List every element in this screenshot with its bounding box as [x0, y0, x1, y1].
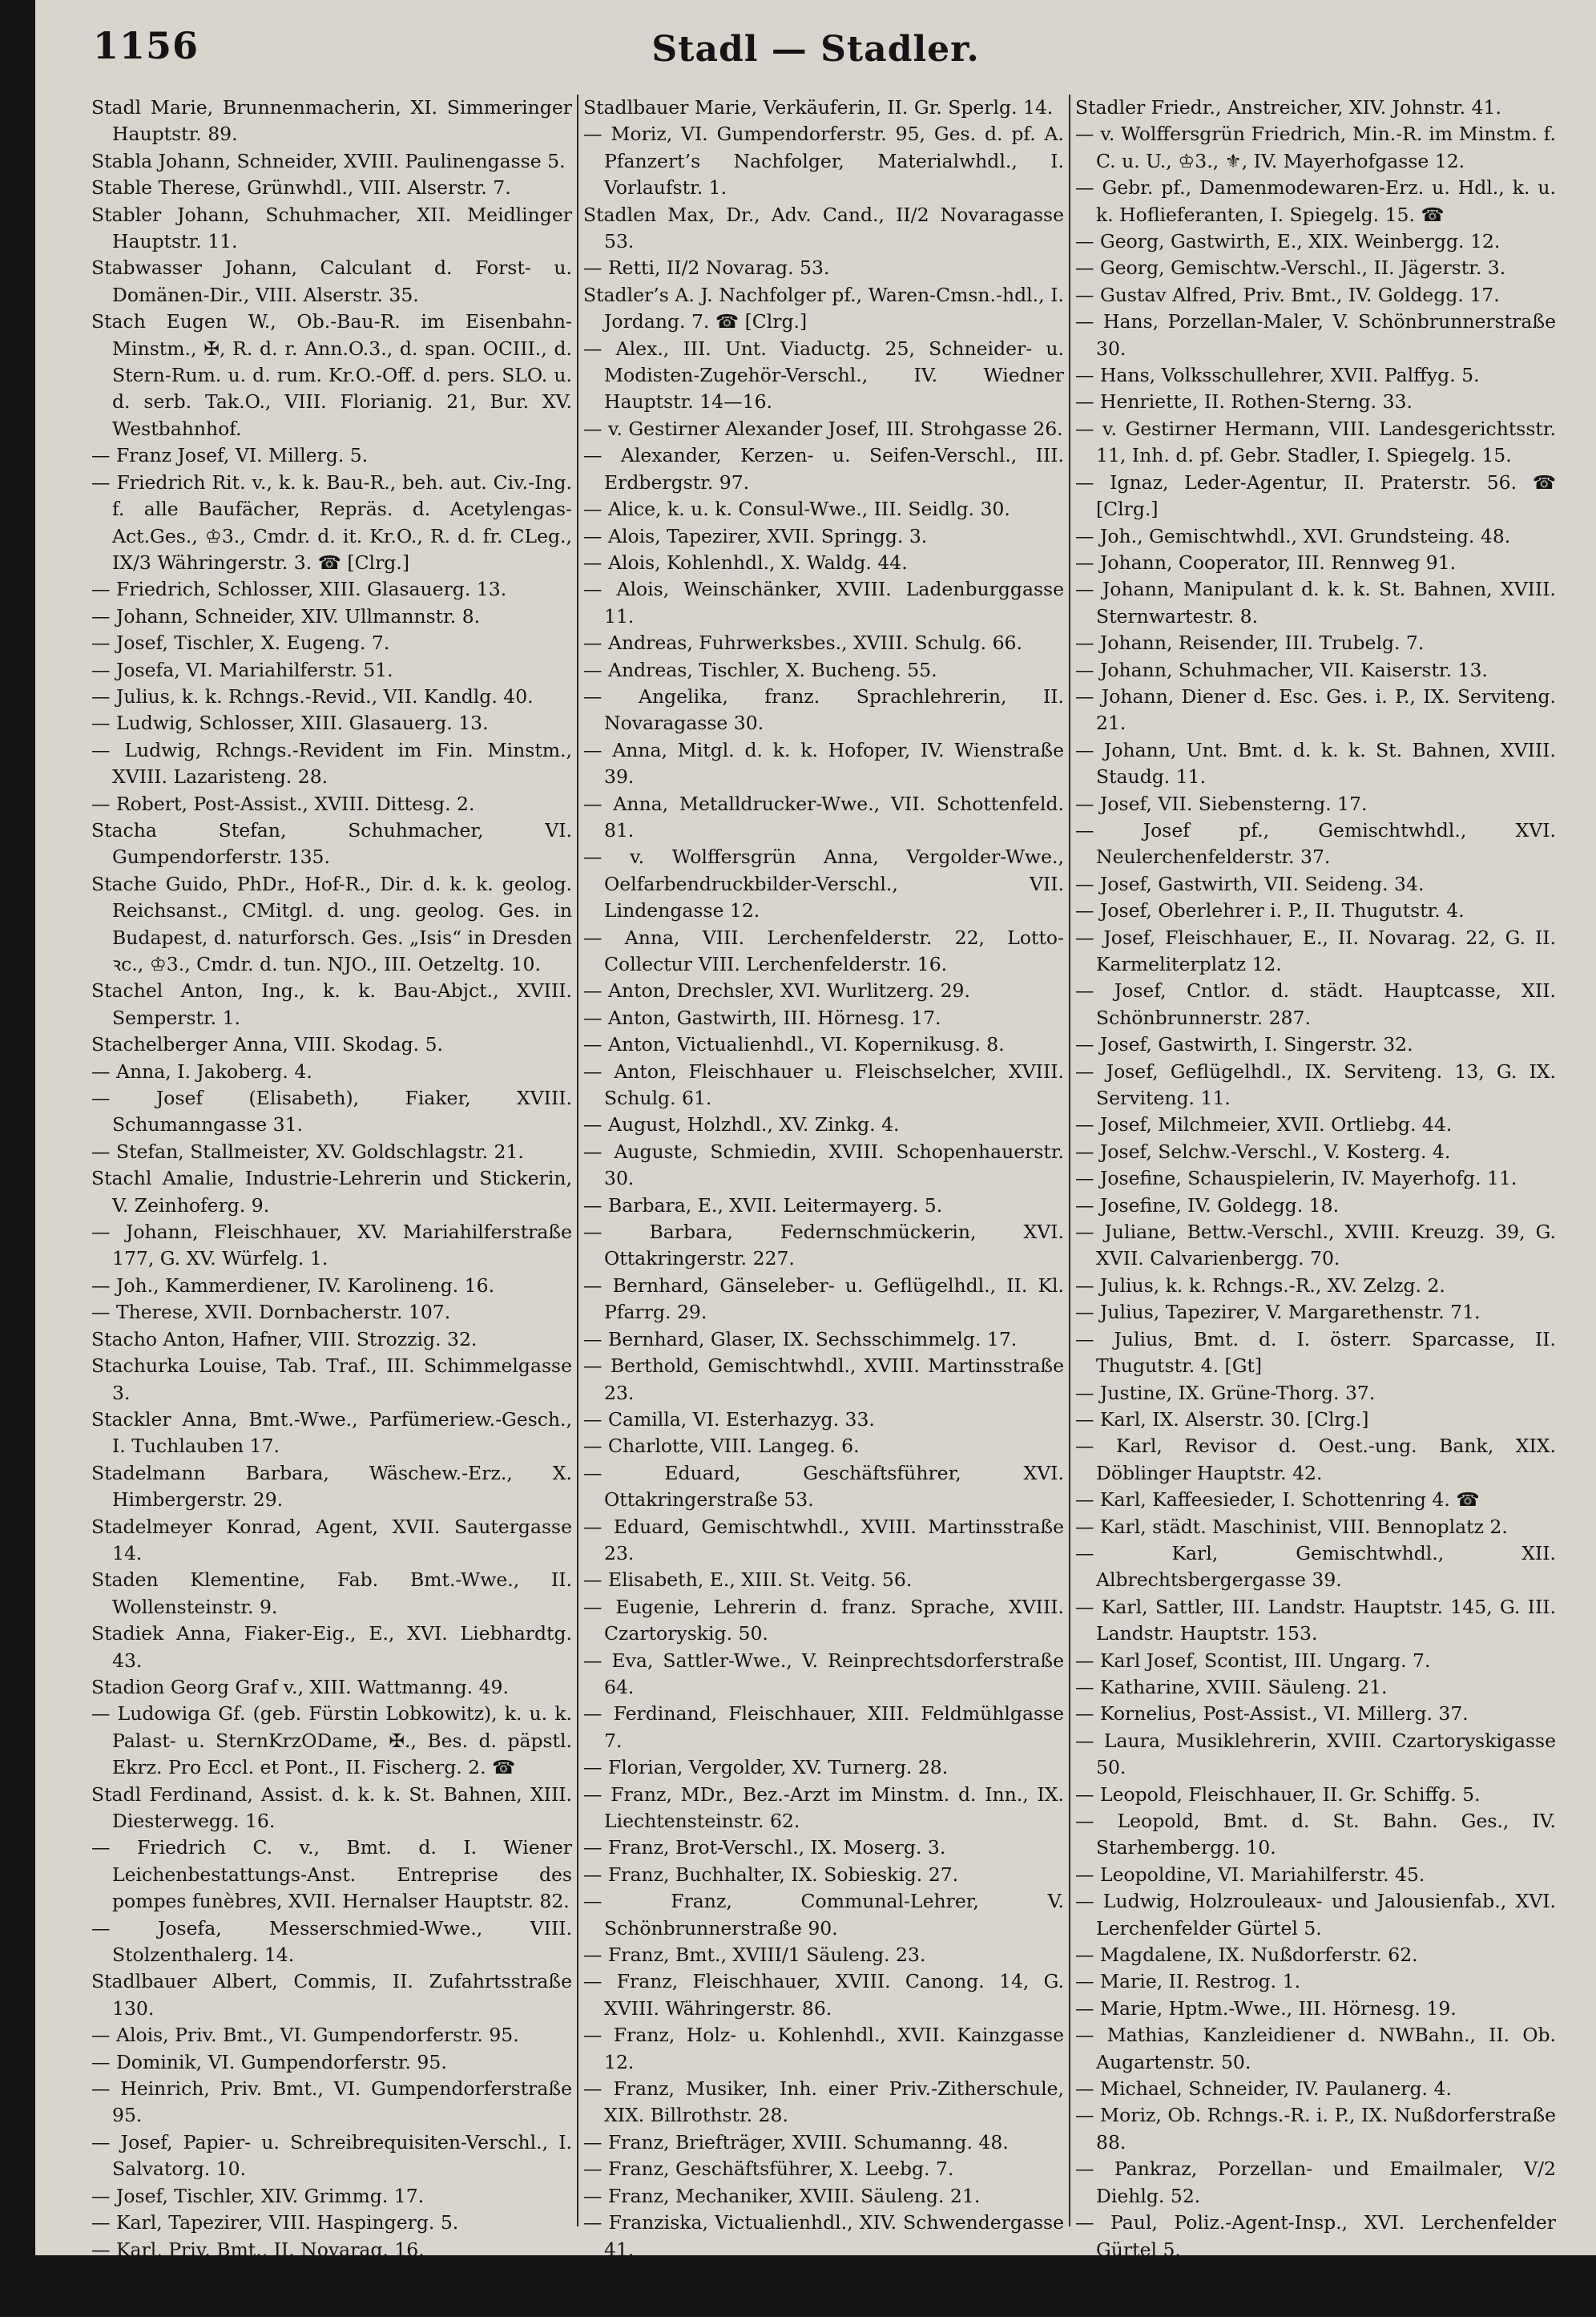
directory-entry: — Josef pf., Gemischtwhdl., XVI. Neulerchenfelderstr. 37.	[1075, 818, 1556, 869]
directory-entry: — Josef (Elisabeth), Fiaker, XVIII. Schumanngasse 31.	[91, 1087, 572, 1136]
directory-entry: — Alois, Weinschänker, XVIII. Ladenburggasse 11.	[583, 578, 1064, 628]
directory-entry: — Karl, Tapezirer, VIII. Haspingerg. 5.	[91, 2211, 459, 2234]
directory-entry: Stachl Amalie, Industrie-Lehrerin und Stickerin, V. Zeinhoferg. 9.	[91, 1167, 572, 1217]
directory-entry: — Ludowiga Gf. (geb. Fürstin Lobkowitz), k. u. k. Palast- u. SternKrzODame, ✠., Bes. d. päpstl. Ekrz. Pro Eccl. et Pont., II. Fischerg. 2. ☎	[91, 1702, 572, 1779]
directory-entry: — Anton, Gastwirth, III. Hörnesg. 17.	[583, 1006, 941, 1029]
directory-entry: — Florian, Vergolder, XV. Turnerg. 28.	[583, 1756, 949, 1779]
directory-entry: Stadl Marie, Brunnenmacherin, XI. Simmeringer Hauptstr. 89.	[91, 96, 572, 146]
directory-entry: — Friederike, Magistr.-R.-Wwe., VII. Siebensterng. 28.	[583, 2264, 1064, 2315]
directory-entry: Stadion Georg Graf v., XIII. Wattmanng. 49.	[91, 1675, 509, 1698]
directory-entry: — v. Gestirner Alexander Josef, III. Strohgasse 26.	[583, 417, 1063, 440]
directory-entry: — Julius, k. k. Rchngs.-Revid., VII. Kandlg. 40.	[91, 684, 534, 708]
directory-entry: — Ludwig, Schlosser, XIII. Glasauerg. 13.	[91, 712, 489, 735]
directory-entry: — Andreas, Tischler, X. Bucheng. 55.	[583, 658, 937, 681]
directory-entry: — Anna, VIII. Lerchenfelderstr. 22, Lotto-Collectur VIII. Lerchenfelderstr. 16.	[583, 926, 1064, 975]
directory-entry: — Anton, Victualienhdl., VI. Kopernikusg. 8.	[583, 1033, 1005, 1056]
directory-entry: — Gustav Alfred, Priv. Bmt., IV. Goldegg. 17.	[1075, 283, 1500, 306]
directory-entry: — Therese, XVII. Dornbacherstr. 107.	[91, 1301, 451, 1324]
directory-entry: — Karl, städt. Maschinist, VIII. Bennoplatz 2.	[1075, 1515, 1508, 1538]
directory-entry: — Hans, Volksschullehrer, XVII. Palffyg. 5.	[1075, 364, 1480, 387]
directory-entry: — Regine, Spirituosenhdl., XVII. Calvarienbergg. 64, G. X. Himbergerstr. 89.	[1075, 2264, 1556, 2315]
directory-entry: — Laura, Musiklehrerin, XVIII. Czartoryskigasse 50.	[1075, 1729, 1556, 1779]
directory-entry: — Moriz, Ob. Rchngs.-R. i. P., IX. Nußdorferstraße 88.	[1075, 2104, 1556, 2154]
directory-entry: — Josef, Gastwirth, I. Singerstr. 32.	[1075, 1033, 1413, 1056]
directory-entry: — Charlotte, VIII. Langeg. 6.	[583, 1435, 860, 1458]
directory-entry: — Josefine, Schauspielerin, IV. Mayerhofg. 11.	[1075, 1167, 1517, 1190]
directory-entry: Stadl Ferdinand, Assist. d. k. k. St. Bahnen, XIII. Diesterwegg. 16.	[91, 1782, 572, 1832]
directory-entry: Stadiek Anna, Fiaker-Eig., E., XVI. Liebhardtg. 43.	[91, 1622, 572, 1672]
directory-entry: — Anna, Mitgl. d. k. k. Hofoper, IV. Wienstraße 39.	[583, 738, 1064, 789]
directory-entry: — Johann, Reisender, III. Trubelg. 7.	[1075, 632, 1425, 655]
directory-entry: — Heinrich, Priv. Bmt., VI. Gumpendorferstraße 95.	[91, 2077, 572, 2127]
directory-entry: Stable Therese, Grünwhdl., VIII. Alserstr. 7.	[91, 176, 511, 200]
directory-entry: — Friedrich Rit. v., k. k. Bau-R., beh. aut. Civ.-Ing. f. alle Baufächer, Repräs. d. Acetylengas-Act.Ges., ♔3., Cmdr. d. it. Kr.O., R. d. fr. CLeg., IX/3 Währingerstr. 3. ☎ [Clrg.]	[91, 470, 572, 574]
directory-entry: — Paul, Poliz.-Agent-Insp., XVI. Lerchenfelder Gürtel 5.	[1075, 2211, 1556, 2261]
directory-entry: Stadlbauer Marie, Verkäuferin, II. Gr. Sperlg. 14.	[583, 96, 1054, 119]
directory-entry: — Julius, Tapezirer, V. Margarethenstr. 71.	[1075, 1301, 1481, 1324]
directory-column-1	[91, 95, 572, 2263]
directory-entry: — Ferdinand, Fleischhauer, XIII. Feldmühlgasse 7.	[583, 1702, 1064, 1752]
directory-entry: — Karl Josef, Scontist, III. Ungarg. 7.	[1075, 1649, 1431, 1672]
directory-entry: Stache Guido, PhDr., Hof-R., Dir. d. k. k. geolog. Reichsanst., CMitgl. d. ung. geolog. Ges. in Budapest, d. naturforsch. Ges. „Isis“ in Dresden ꝛc., ♔3., Cmdr. d. tun. NJO., III. Oetzeltg. 10.	[91, 872, 572, 975]
directory-entry: — v. Wolffersgrün Friedrich, Min.-R. im Minstm. f. C. u. U., ♔3., ⚜, IV. Mayerhofgasse 12.	[1075, 123, 1556, 172]
directory-entry: — Anton, Drechsler, XVI. Wurlitzerg. 29.	[583, 979, 970, 1003]
directory-entry: — Alexander, Kerzen- u. Seifen-Verschl., III. Erdbergstr. 97.	[583, 444, 1064, 494]
directory-entry: Stacho Anton, Hafner, VIII. Strozzig. 32.	[91, 1327, 478, 1350]
directory-entry: — Alois, Kohlenhdl., X. Waldg. 44.	[583, 551, 908, 574]
directory-entry: — Pankraz, Porzellan- und Emailmaler, V/2 Diehlg. 52.	[1075, 2158, 1556, 2207]
directory-entry: — v. Gestirner Hermann, VIII. Landesgerichtsstr. 11, Inh. d. pf. Gebr. Stadler, I. Spiegelg. 15.	[1075, 417, 1556, 467]
directory-entry: Stackler Anna, Bmt.-Wwe., Parfümeriew.-Gesch., I. Tuchlauben 17.	[91, 1407, 572, 1458]
directory-entry: — Johann, Manipulant d. k. k. St. Bahnen, XVIII. Sternwartestr. 8.	[1075, 578, 1556, 628]
directory-entry: — Johann, Unt. Bmt. d. k. k. St. Bahnen, XVIII. Staudg. 11.	[1075, 738, 1556, 789]
directory-entry: — Karl, Gemischtwhdl., XII. Albrechtsbergergasse 39.	[1075, 1541, 1556, 1592]
directory-entry: Stadelmann Barbara, Wäschew.-Erz., X. Himbergerstr. 29.	[91, 1461, 572, 1512]
directory-entry: — Franziska, Victualienhdl., XIV. Schwendergasse 41.	[583, 2211, 1064, 2261]
directory-entry: — Franz, Holz- u. Kohlenhdl., XVII. Kainzgasse 12.	[583, 2024, 1064, 2073]
directory-entry: — Magdalene, IX. Nußdorferstr. 62.	[1075, 1944, 1418, 1967]
directory-entry: — Barbara, Federnschmückerin, XVI. Ottakringerstr. 227.	[583, 1221, 1064, 1270]
directory-entry: Stadelmeyer Konrad, Agent, XVII. Sautergasse 14.	[91, 1515, 572, 1564]
directory-entry: — Eva, Sattler-Wwe., V. Reinprechtsdorferstraße 64.	[583, 1649, 1064, 1698]
directory-entry: — Justine, IX. Grüne-Thorg. 37.	[1075, 1381, 1376, 1404]
directory-entry: — Retti, II/2 Novarag. 53.	[583, 256, 830, 280]
directory-entry: Stadlen Max, Dr., Adv. Cand., II/2 Novaragasse 53.	[583, 203, 1064, 253]
directory-entry: — Henriette, II. Rothen-Sterng. 33.	[1075, 390, 1413, 414]
directory-entry: — August, Holzhdl., XV. Zinkg. 4.	[583, 1113, 900, 1136]
directory-entry: — Marie, II. Restrog. 1.	[1075, 1970, 1301, 1993]
directory-entry: — Kornelius, Post-Assist., VI. Millerg. 37.	[1075, 1702, 1469, 1726]
directory-entry: — Franz, Geschäftsführer, X. Leebg. 7.	[583, 2158, 954, 2181]
directory-entry: Stacha Stefan, Schuhmacher, VI. Gumpendorferstr. 135.	[91, 818, 572, 869]
directory-entry: — Robert, Post-Assist., XVIII. Dittesg. 2.	[91, 792, 475, 815]
directory-entry: — Gebr. pf., Damenmodewaren-Erz. u. Hdl., k. u. k. Hoflieferanten, I. Spiegelg. 15. ☎	[1075, 176, 1556, 226]
directory-entry: — Auguste, Schmiedin, XVIII. Schopenhauerstr. 30.	[583, 1140, 1064, 1190]
directory-entry: — Eduard, Geschäftsführer, XVI. Ottakringerstraße 53.	[583, 1461, 1064, 1512]
directory-entry: — Eugenie, Lehrerin d. franz. Sprache, XVIII. Czartoryskig. 50.	[583, 1595, 1064, 1645]
directory-entry: — Josef, Gastwirth, VII. Seideng. 34.	[1075, 872, 1425, 895]
directory-entry: — Johann, Schneider, XIV. Ullmannstr. 8.	[91, 604, 481, 628]
directory-entry: — Leopold, Fleischhauer, II. Gr. Schiffg. 5.	[1075, 1782, 1481, 1806]
directory-entry: — Katharine, XVIII. Säuleng. 21.	[1075, 1675, 1388, 1698]
directory-entry: — Johann, Fleischhauer, XV. Mariahilferstraße 177, G. XV. Würfelg. 1.	[91, 1221, 572, 1270]
directory-entry: — Ludwig, Rchngs.-Revident im Fin. Minstm., XVIII. Lazaristeng. 28.	[91, 738, 572, 789]
directory-entry: — Franz, Musiker, Inh. einer Priv.-Zitherschule, XIX. Billrothstr. 28.	[583, 2077, 1064, 2127]
directory-entry: — Julius, k. k. Rchngs.-R., XV. Zelzg. 2.	[1075, 1274, 1445, 1297]
directory-entry: — Josef, Oberlehrer i. P., II. Thugutstr. 4.	[1075, 899, 1465, 922]
directory-entry: — Josef, Cntlor. d. städt. Hauptcasse, XII. Schönbrunnerstr. 287.	[1075, 979, 1556, 1029]
directory-entry: — Georg, Gemischtw.-Verschl., II. Jägerstr. 3.	[1075, 256, 1506, 280]
directory-entry: Stadler’s A. J. Nachfolger pf., Waren-Cmsn.-hdl., I. Jordang. 7. ☎ [Clrg.]	[583, 283, 1064, 333]
directory-entry: — Josefine, IV. Goldegg. 18.	[1075, 1193, 1340, 1217]
directory-entry: — Angelika, franz. Sprachlehrerin, II. Novaragasse 30.	[583, 684, 1064, 735]
directory-entry: — Joh., Kammerdiener, IV. Karolineng. 16.	[91, 1274, 495, 1297]
directory-page	[35, 0, 1596, 2315]
directory-entry: — Josef, Papier- u. Schreibrequisiten-Verschl., I. Salvatorg. 10.	[91, 2130, 572, 2181]
directory-entry: — Alois, Tapezirer, XVII. Springg. 3.	[583, 524, 928, 547]
directory-entry: — Josef, Tischler, XIV. Grimmg. 17.	[91, 2184, 425, 2207]
directory-entry: Stachelberger Anna, VIII. Skodag. 5.	[91, 1033, 444, 1056]
column-divider	[1069, 95, 1070, 2226]
directory-column-2	[583, 95, 1064, 2317]
directory-entry: — Joh., Gemischtwhdl., XVI. Grundsteing. 48.	[1075, 524, 1511, 547]
directory-entry: — Ignaz, Leder-Agentur, II. Praterstr. 56. ☎ [Clrg.]	[1075, 470, 1556, 521]
directory-entry: — Franz, Communal-Lehrer, V. Schönbrunnerstraße 90.	[583, 1890, 1064, 1940]
directory-entry: Stach Eugen W., Ob.-Bau-R. im Eisenbahn-Minstm., ✠, R. d. r. Ann.O.3., d. span. OCIII., d. Stern-Rum. u. d. rum. Kr.O.-Off. d. pers. SLO. u. d. serb. Tak.O., VIII. Florianig. 21, Bur. XV. Westbahnhof.	[91, 310, 572, 440]
directory-entry: — Leopoldine, VI. Mariahilferstr. 45.	[1075, 1863, 1425, 1886]
directory-entry: — Karl, Revisor d. Oest.-ung. Bank, XIX. Döblinger Hauptstr. 42.	[1075, 1435, 1556, 1484]
directory-entry: — Michael, Schneider, IV. Paulanerg. 4.	[1075, 2077, 1452, 2101]
directory-entry: Stadler Friedr., Anstreicher, XIV. Johnstr. 41.	[1075, 96, 1501, 119]
directory-entry: — Josef, Milchmeier, XVII. Ortliebg. 44.	[1075, 1113, 1453, 1136]
directory-entry: — Josef, VII. Siebensterng. 17.	[1075, 792, 1368, 815]
directory-entry: — Camilla, VI. Esterhazyg. 33.	[583, 1407, 875, 1431]
directory-entry: — Josef, Tischler, X. Eugeng. 7.	[91, 632, 390, 655]
directory-entry: — Anton, Fleischhauer u. Fleischselcher, XVIII. Schulg. 61.	[583, 1060, 1064, 1110]
directory-entry: — Josefa, Messerschmied-Wwe., VIII. Stolzenthalerg. 14.	[91, 1916, 572, 1967]
directory-entry: — Leopold, Bmt. d. St. Bahn. Ges., IV. Starhembergg. 10.	[1075, 1810, 1556, 1859]
directory-entry: — Georg, Gastwirth, E., XIX. Weinbergg. 12.	[1075, 230, 1501, 253]
directory-entry: — Johann, Diener d. Esc. Ges. i. P., IX. Serviteng. 21.	[1075, 684, 1556, 735]
column-divider	[577, 95, 578, 2226]
directory-entry: Stachurka Louise, Tab. Traf., III. Schimmelgasse 3.	[91, 1354, 572, 1404]
directory-entry: — Franz, Mechaniker, XVIII. Säuleng. 21.	[583, 2184, 981, 2207]
directory-entry: — Karl, Sattler, III. Landstr. Hauptstr. 145, G. III. Landstr. Hauptstr. 153.	[1075, 1595, 1556, 1645]
directory-entry: — Anna, I. Jakoberg. 4.	[91, 1060, 312, 1083]
directory-entry: — Karl, IX. Alserstr. 30. [Clrg.]	[1075, 1407, 1369, 1431]
directory-entry: — Franz, MDr., Bez.-Arzt im Minstm. d. Inn., IX. Liechtensteinstr. 62.	[583, 1782, 1064, 1832]
directory-entry: — Marie, Hptm.-Wwe., III. Hörnesg. 19.	[1075, 1996, 1457, 2020]
directory-entry: Stadlbauer Albert, Commis, II. Zufahrtsstraße 130.	[91, 1970, 572, 2020]
directory-entry: Stabler Johann, Schuhmacher, XII. Meidlinger Hauptstr. 11.	[91, 203, 572, 253]
directory-entry: — Julius, Bmt. d. I. österr. Sparcasse, II. Thugutstr. 4. [Gt]	[1075, 1327, 1556, 1378]
directory-entry: Stabla Johann, Schneider, XVIII. Paulinengasse 5.	[91, 149, 566, 172]
directory-entry: — Mathias, Kanzleidiener d. NWBahn., II. Ob. Augartenstr. 50.	[1075, 2024, 1556, 2073]
directory-entry: — Stefan, Stallmeister, XV. Goldschlagstr. 21.	[91, 1140, 524, 1163]
directory-entry: — Franz, Fleischhauer, XVIII. Canong. 14, G. XVIII. Währingerstr. 86.	[583, 1970, 1064, 2020]
directory-entry: — Franz, Briefträger, XVIII. Schumanng. 48.	[583, 2130, 1009, 2154]
directory-entry: — Josef, Selchw.-Verschl., V. Kosterg. 4.	[1075, 1140, 1451, 1163]
directory-entry: — Bernhard, Glaser, IX. Sechsschimmelg. 17.	[583, 1327, 1018, 1350]
directory-entry: — Hans, Porzellan-Maler, V. Schönbrunnerstraße 30.	[1075, 310, 1556, 360]
directory-entry: — Moriz, VI. Gumpendorferstr. 95, Ges. d. pf. A. Pfanzert’s Nachfolger, Materialwhdl., I. Vorlaufstr. 1.	[583, 123, 1064, 200]
directory-entry: — Berthold, Gemischtwhdl., XVIII. Martinsstraße 23.	[583, 1354, 1064, 1404]
page-number: 1156	[93, 24, 200, 67]
directory-entry: — Ludwig, Holzrouleaux- und Jalousienfab., XVI. Lerchenfelder Gürtel 5.	[1075, 1890, 1556, 1940]
directory-entry: — Friedrich, Schlosser, XIII. Glasauerg. 13.	[91, 578, 507, 601]
running-head: Stadl — Stadler.	[651, 29, 980, 70]
directory-entry: Stachel Anton, Ing., k. k. Bau-Abjct., XVIII. Semperstr. 1.	[91, 979, 572, 1029]
directory-entry: — Josef, Geflügelhdl., IX. Serviteng. 13, G. IX. Serviteng. 11.	[1075, 1060, 1556, 1110]
directory-entry: — Juliane, Bettw.-Verschl., XVIII. Kreuzg. 39, G. XVII. Calvarienbergg. 70.	[1075, 1221, 1556, 1270]
directory-entry: Staden Klementine, Fab. Bmt.-Wwe., II. Wollensteinstr. 9.	[91, 1568, 572, 1618]
directory-entry: — Karl, Kaffeesieder, I. Schottenring 4. ☎	[1075, 1488, 1480, 1512]
directory-entry: — Barbara, E., XVII. Leitermayerg. 5.	[583, 1193, 943, 1217]
directory-entry: — Eduard, Gemischtwhdl., XVIII. Martinsstraße 23.	[583, 1515, 1064, 1564]
directory-entry: — Dominik, VI. Gumpendorferstr. 95.	[91, 2050, 447, 2073]
directory-entry: — Anna, Metalldrucker-Wwe., VII. Schottenfeld. 81.	[583, 792, 1064, 842]
directory-entry: — Bernhard, Gänseleber- u. Geflügelhdl., II. Kl. Pfarrg. 29.	[583, 1274, 1064, 1324]
directory-entry: — Johann, Cooperator, III. Rennweg 91.	[1075, 551, 1457, 574]
directory-entry: — Alice, k. u. k. Consul-Wwe., III. Seidlg. 30.	[583, 498, 1010, 521]
directory-entry: — Elisabeth, E., XIII. St. Veitg. 56.	[583, 1568, 913, 1592]
directory-entry: — Karl, Priv. Bmt., II. Novarag. 16.	[91, 2238, 425, 2261]
directory-entry: Stabwasser Johann, Calculant d. Forst- u. Domänen-Dir., VIII. Alserstr. 35.	[91, 256, 572, 306]
directory-column-3	[1075, 95, 1556, 2317]
directory-entry: — Franz, Bmt., XVIII/1 Säuleng. 23.	[583, 1944, 926, 1967]
directory-entry: — Franz Josef, VI. Millerg. 5.	[91, 444, 369, 467]
directory-entry: — Josef, Fleischhauer, E., II. Novarag. 22, G. II. Karmeliterplatz 12.	[1075, 926, 1556, 975]
directory-entry: — Franz, Brot-Verschl., IX. Moserg. 3.	[583, 1836, 946, 1859]
directory-entry: — Alois, Priv. Bmt., VI. Gumpendorferstr. 95.	[91, 2024, 519, 2047]
directory-entry: — Alex., III. Unt. Viaductg. 25, Schneider- u. Modisten-Zugehör-Verschl., IV. Wiedner Hauptstr. 14—16.	[583, 337, 1064, 414]
directory-entry: — Franz, Buchhalter, IX. Sobieskig. 27.	[583, 1863, 959, 1886]
directory-entry: — v. Wolffersgrün Anna, Vergolder-Wwe., Oelfarbendruckbilder-Verschl., VII. Lindengasse 12.	[583, 846, 1064, 922]
directory-entry: — Josefa, VI. Mariahilferstr. 51.	[91, 658, 393, 681]
directory-entry: — Johann, Schuhmacher, VII. Kaiserstr. 13.	[1075, 658, 1488, 681]
directory-entry: — Friedrich C. v., Bmt. d. I. Wiener Leichenbestattungs-Anst. Entreprise des pompes funèbres, XVII. Hernalser Hauptstr. 82.	[91, 1836, 572, 1913]
directory-entry: — Andreas, Fuhrwerksbes., XVIII. Schulg. 66.	[583, 632, 1022, 655]
